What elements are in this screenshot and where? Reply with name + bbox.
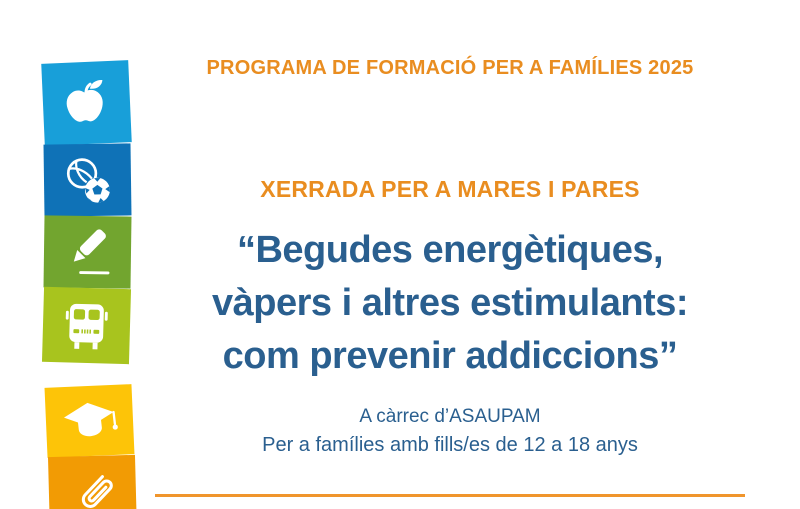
speaker-line: A càrrec d’ASAUPAM [359, 406, 541, 427]
sports-balls-icon [59, 151, 117, 209]
ribbon-square-paperclip [48, 455, 137, 509]
graduation-cap-icon [60, 391, 119, 450]
talk-title: XERRADA PER A MARES I PARES [260, 176, 640, 202]
divider-line [155, 494, 745, 497]
headline-line-2: vàpers i altres estimulants: [212, 282, 688, 324]
headline-line-3: com prevenir addiccions” [222, 335, 678, 377]
ribbon-square-graduation [45, 384, 135, 458]
paperclip-icon [63, 466, 121, 509]
audience-line: Per a famílies amb fills/es de 12 a 18 anys [262, 434, 638, 456]
headline-line-1: “Begudes energètiques, [236, 229, 664, 271]
icon-ribbon [0, 0, 140, 509]
ribbon-square-apple [41, 60, 131, 146]
apple-icon [57, 73, 116, 132]
ribbon-square-pencil [44, 215, 132, 288]
ribbon-square-sports [44, 143, 132, 216]
school-bus-icon [57, 296, 116, 355]
ribbon-square-bus [42, 287, 131, 364]
program-title: PROGRAMA DE FORMACIÓ PER A FAMÍLIES 2025 [206, 57, 694, 79]
pencil-icon [59, 223, 117, 281]
headline [140, 224, 760, 383]
